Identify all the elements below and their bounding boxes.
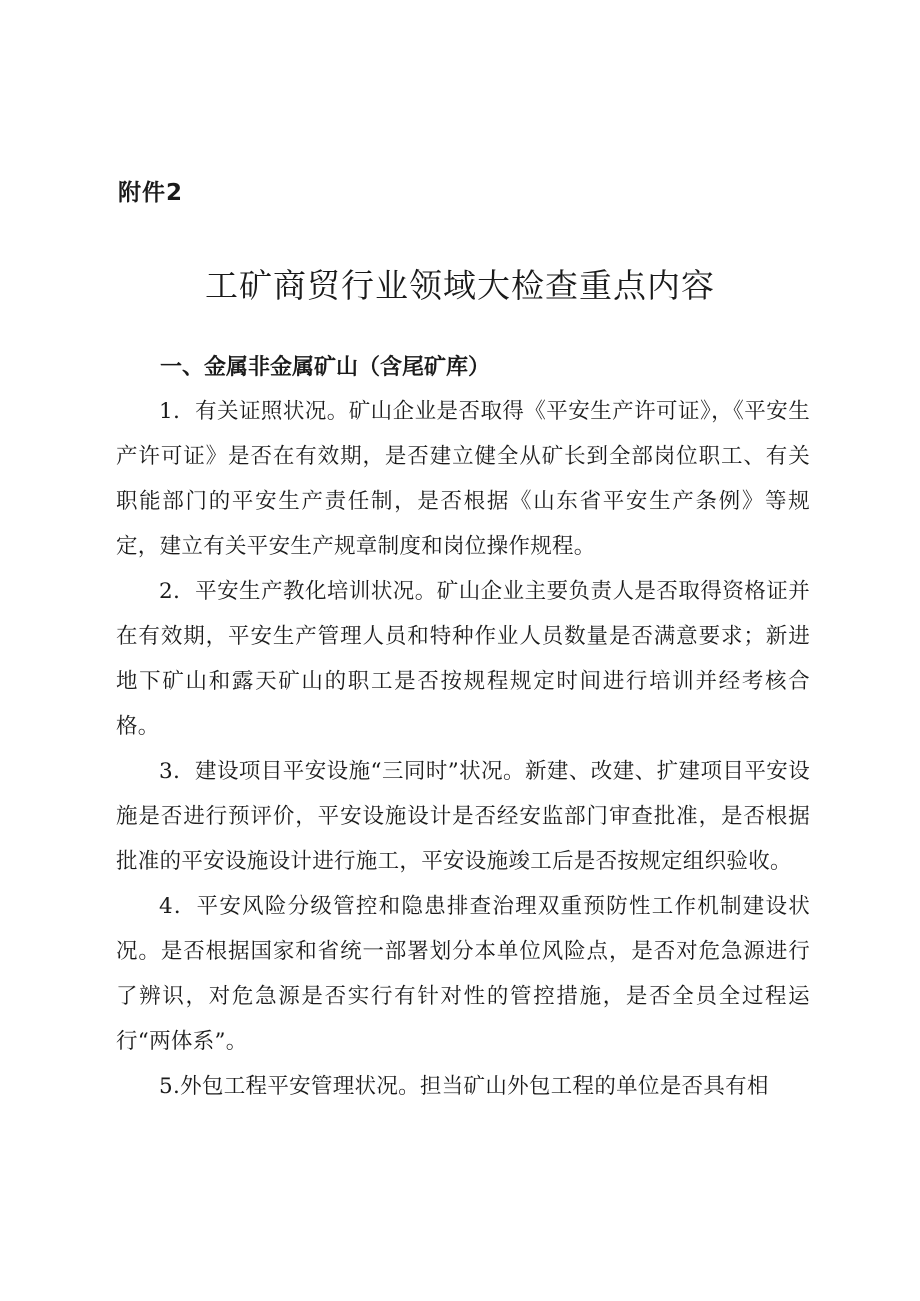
- paragraph-1: 1．有关证照状况。矿山企业是否取得《平安生产许可证》，《平安生产许可证》是否在有效期，是否建立健全从矿长到全部岗位职工、有关职能部门的平安生产责任制，是否根据《山东省平安生产条例》等规定，建立有关平安生产规章制度和岗位操作规程。: [116, 399, 810, 559]
- paragraph-5: 5.外包工程平安管理状况。担当矿山外包工程的单位是否具有相: [159, 1074, 769, 1099]
- page-title: 工矿商贸行业领域大检查重点内容: [205, 266, 715, 305]
- paragraph-3: 3．建设项目平安设施“三同时”状况。新建、改建、扩建项目平安设施是否进行预评价，平安设施设计是否经安监部门审查批准，是否根据批准的平安设施设计进行施工，平安设施竣工后是否按规定组织验收。: [116, 759, 810, 874]
- section-heading: 一、金属非金属矿山（含尾矿库）: [160, 355, 491, 380]
- attachment-label: 附件2: [118, 180, 184, 206]
- paragraph-4: 4．平安风险分级管控和隐患排查治理双重预防性工作机制建设状况。是否根据国家和省统一部署划分本单位风险点，是否对危急源进行了辨识，对危急源是否实行有针对性的管控措施，是否全员全过程运行“两体系”。: [116, 894, 810, 1054]
- document-body: [116, 389, 810, 1109]
- paragraph-2: 2．平安生产教化培训状况。矿山企业主要负责人是否取得资格证并在有效期，平安生产管理人员和特种作业人员数量是否满意要求；新进地下矿山和露天矿山的职工是否按规程规定时间进行培训并经考核合格。: [116, 579, 810, 739]
